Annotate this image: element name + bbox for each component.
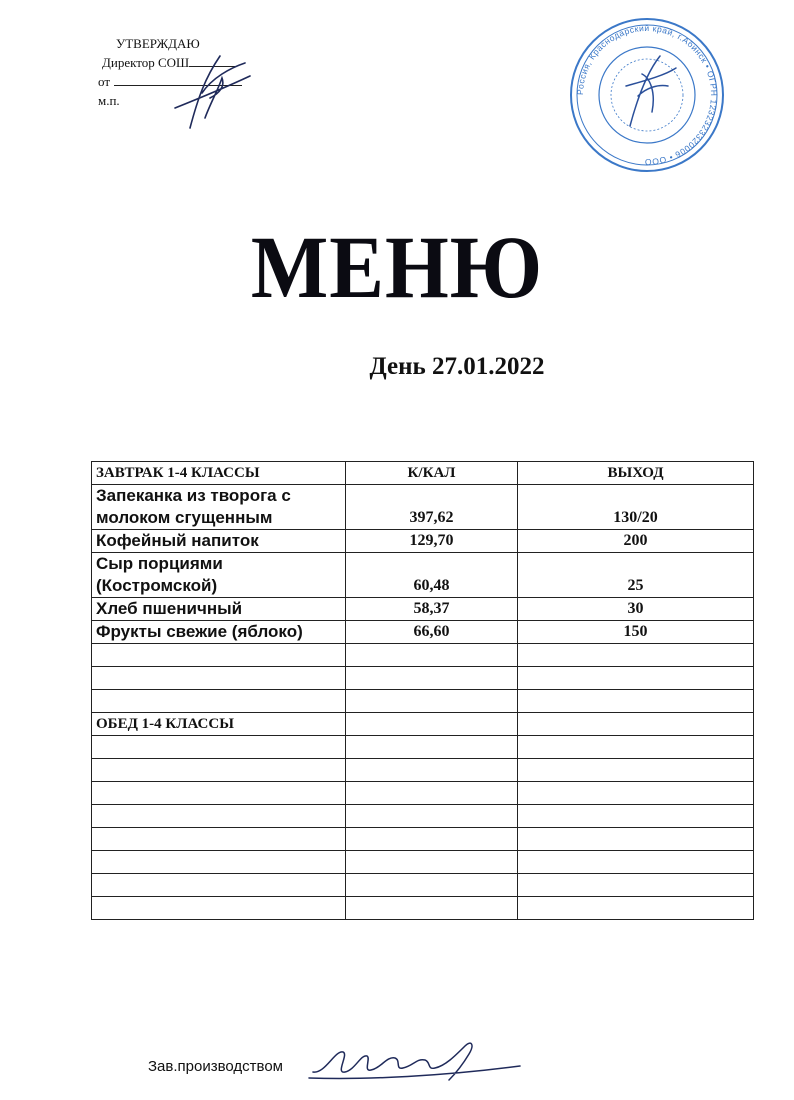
empty-cell <box>346 644 518 667</box>
empty-cell <box>346 690 518 713</box>
empty-row <box>92 828 754 851</box>
approval-director-text: Директор СОШ <box>102 55 190 70</box>
empty-cell <box>92 782 346 805</box>
empty-cell <box>346 736 518 759</box>
empty-row <box>92 759 754 782</box>
empty-cell <box>92 897 346 920</box>
empty-cell <box>518 851 754 874</box>
dish-name: Сыр порциями (Костромской) <box>92 553 346 598</box>
empty-cell <box>518 736 754 759</box>
page-title: МЕНЮ <box>250 218 544 317</box>
table-row <box>92 553 754 598</box>
svg-text:Россия, Краснодарский край, г.: Россия, Краснодарский край, г.Абинск • ОГРН 1232323320006 • ООО <box>574 22 720 168</box>
production-manager-label: Зав.производством <box>148 1058 283 1075</box>
dish-yield: 25 <box>518 553 754 598</box>
dish-yield: 30 <box>518 598 754 621</box>
dish-yield: 150 <box>518 621 754 644</box>
column-header-yield: ВЫХОД <box>518 462 754 485</box>
empty-row <box>92 690 754 713</box>
production-manager-signature <box>305 1030 525 1090</box>
empty-cell <box>92 667 346 690</box>
column-header-kcal: К/КАЛ <box>346 462 518 485</box>
empty-row <box>92 736 754 759</box>
empty-cell <box>518 828 754 851</box>
empty-row <box>92 782 754 805</box>
empty-cell <box>92 644 346 667</box>
empty-cell <box>346 759 518 782</box>
dish-kcal: 129,70 <box>346 530 518 553</box>
empty-cell <box>518 874 754 897</box>
empty-cell <box>518 713 754 736</box>
director-signature <box>150 38 260 138</box>
lunch-section-label: ОБЕД 1-4 КЛАССЫ <box>92 713 346 736</box>
empty-cell <box>92 805 346 828</box>
approval-stamp-place: м.п. <box>98 93 120 108</box>
empty-cell <box>518 897 754 920</box>
empty-cell <box>346 805 518 828</box>
empty-cell <box>518 644 754 667</box>
empty-row <box>92 644 754 667</box>
empty-cell <box>518 690 754 713</box>
empty-cell <box>346 667 518 690</box>
dish-yield: 200 <box>518 530 754 553</box>
empty-cell <box>518 782 754 805</box>
approval-date-label: от <box>98 74 111 89</box>
table-row <box>92 621 754 644</box>
dish-name: Фрукты свежие (яблоко) <box>92 621 346 644</box>
dish-kcal: 397,62 <box>346 485 518 530</box>
column-header-meal: ЗАВТРАК 1-4 КЛАССЫ <box>92 462 346 485</box>
empty-cell <box>518 805 754 828</box>
table-row <box>92 530 754 553</box>
lunch-section-row <box>92 713 754 736</box>
table-header-row <box>92 462 754 485</box>
table-row <box>92 485 754 530</box>
dish-kcal: 58,37 <box>346 598 518 621</box>
dish-yield: 130/20 <box>518 485 754 530</box>
empty-cell <box>92 851 346 874</box>
empty-cell <box>518 759 754 782</box>
empty-cell <box>346 851 518 874</box>
dish-name: Запеканка из творога с молоком сгущенным <box>92 485 346 530</box>
empty-row <box>92 897 754 920</box>
empty-cell <box>92 690 346 713</box>
empty-row <box>92 805 754 828</box>
empty-cell <box>346 713 518 736</box>
dish-kcal: 66,60 <box>346 621 518 644</box>
menu-date: День 27.01.2022 <box>369 353 545 380</box>
empty-cell <box>92 828 346 851</box>
empty-cell <box>346 828 518 851</box>
dish-kcal: 60,48 <box>346 553 518 598</box>
empty-cell <box>92 736 346 759</box>
table-row <box>92 598 754 621</box>
dish-name: Хлеб пшеничный <box>92 598 346 621</box>
empty-row <box>92 874 754 897</box>
empty-cell <box>346 782 518 805</box>
organization-seal <box>568 16 726 174</box>
approval-heading: УТВЕРЖДАЮ <box>116 36 200 51</box>
empty-cell <box>346 897 518 920</box>
empty-cell <box>92 759 346 782</box>
empty-cell <box>92 874 346 897</box>
empty-cell <box>346 874 518 897</box>
empty-cell <box>518 667 754 690</box>
menu-table <box>91 461 754 920</box>
empty-row <box>92 667 754 690</box>
empty-row <box>92 851 754 874</box>
dish-name: Кофейный напиток <box>92 530 346 553</box>
